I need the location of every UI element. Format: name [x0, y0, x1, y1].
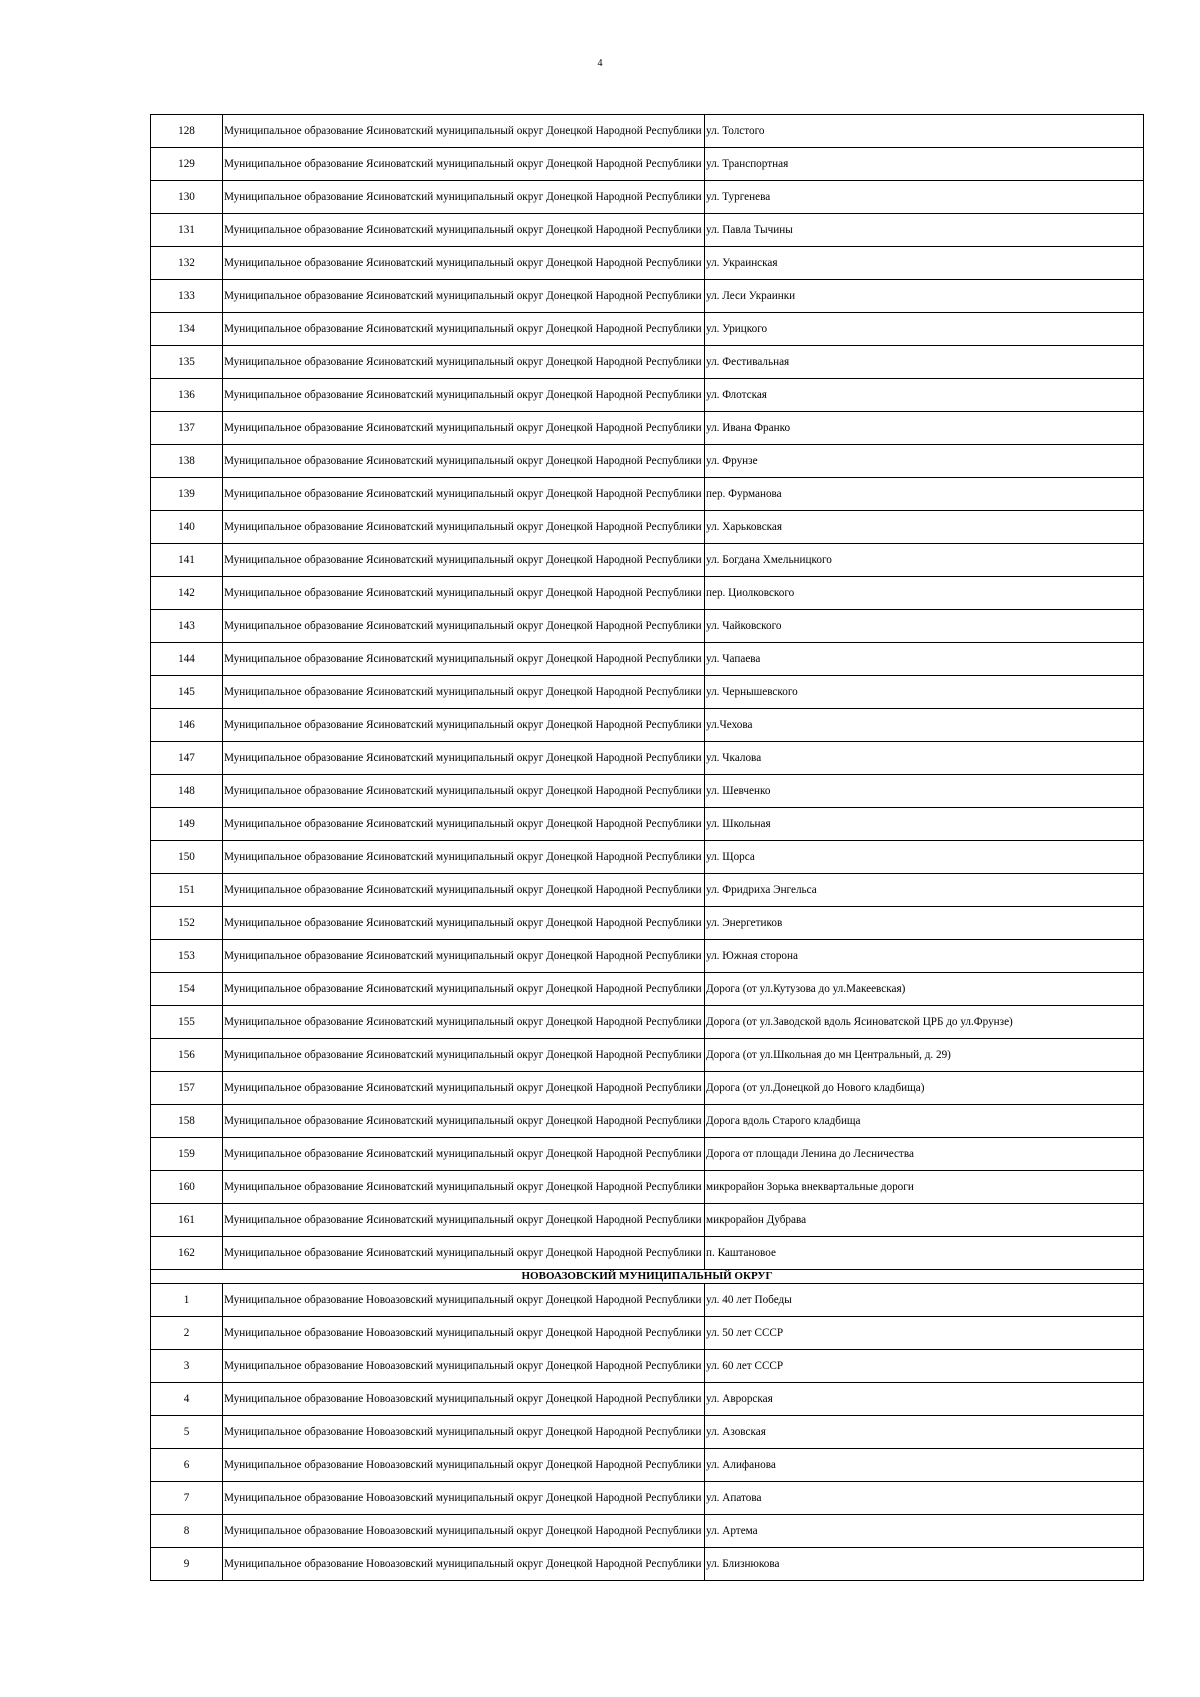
table-row [151, 313, 1144, 346]
street-cell: ул. Алифанова [705, 1449, 1144, 1482]
street-cell: ул. 50 лет СССР [705, 1317, 1144, 1350]
table-row [151, 412, 1144, 445]
row-number-cell: 133 [151, 280, 223, 313]
table-row [151, 1548, 1144, 1581]
row-number-cell: 4 [151, 1383, 223, 1416]
row-number-cell: 148 [151, 775, 223, 808]
municipality-cell: Муниципальное образование Ясиноватский муниципальный округ Донецкой Народной Республики [223, 775, 705, 808]
municipality-cell: Муниципальное образование Ясиноватский муниципальный округ Донецкой Народной Республики [223, 379, 705, 412]
row-number-cell: 155 [151, 1006, 223, 1039]
row-number-cell: 162 [151, 1237, 223, 1270]
street-cell: микрорайон Зорька внеквартальные дороги [705, 1171, 1144, 1204]
municipality-cell: Муниципальное образование Ясиноватский муниципальный округ Донецкой Народной Республики [223, 940, 705, 973]
row-number-cell: 149 [151, 808, 223, 841]
street-cell: ул. Школьная [705, 808, 1144, 841]
row-number-cell: 146 [151, 709, 223, 742]
municipality-cell: Муниципальное образование Ясиноватский муниципальный округ Донецкой Народной Республики [223, 610, 705, 643]
row-number-cell: 161 [151, 1204, 223, 1237]
row-number-cell: 145 [151, 676, 223, 709]
row-number-cell: 138 [151, 445, 223, 478]
row-number-cell: 150 [151, 841, 223, 874]
row-number-cell: 132 [151, 247, 223, 280]
table-row [151, 544, 1144, 577]
municipality-cell: Муниципальное образование Новоазовский муниципальный округ Донецкой Народной Республики [223, 1350, 705, 1383]
table-row [151, 1350, 1144, 1383]
row-number-cell: 137 [151, 412, 223, 445]
street-cell: ул. Чайковского [705, 610, 1144, 643]
street-cell: ул. Урицкого [705, 313, 1144, 346]
street-cell: ул. 40 лет Победы [705, 1284, 1144, 1317]
table-row [151, 445, 1144, 478]
table-row [151, 907, 1144, 940]
municipality-cell: Муниципальное образование Ясиноватский муниципальный округ Донецкой Народной Республики [223, 643, 705, 676]
row-number-cell: 140 [151, 511, 223, 544]
row-number-cell: 147 [151, 742, 223, 775]
street-cell: ул. Энергетиков [705, 907, 1144, 940]
street-cell: ул. Украинская [705, 247, 1144, 280]
municipality-cell: Муниципальное образование Ясиноватский муниципальный округ Донецкой Народной Республики [223, 1006, 705, 1039]
row-number-cell: 131 [151, 214, 223, 247]
street-cell: Дорога вдоль Старого кладбища [705, 1105, 1144, 1138]
municipality-cell: Муниципальное образование Ясиноватский муниципальный округ Донецкой Народной Республики [223, 148, 705, 181]
row-number-cell: 130 [151, 181, 223, 214]
row-number-cell: 134 [151, 313, 223, 346]
page-number: 4 [597, 58, 603, 69]
row-number-cell: 139 [151, 478, 223, 511]
table-row [151, 214, 1144, 247]
street-cell: п. Каштановое [705, 1237, 1144, 1270]
row-number-cell: 156 [151, 1039, 223, 1072]
row-number-cell: 143 [151, 610, 223, 643]
table-row [151, 874, 1144, 907]
row-number-cell: 142 [151, 577, 223, 610]
municipality-cell: Муниципальное образование Ясиноватский муниципальный округ Донецкой Народной Республики [223, 841, 705, 874]
table-row [151, 973, 1144, 1006]
municipality-cell: Муниципальное образование Ясиноватский муниципальный округ Донецкой Народной Республики [223, 874, 705, 907]
table-row [151, 1039, 1144, 1072]
table-row [151, 1482, 1144, 1515]
municipality-cell: Муниципальное образование Ясиноватский муниципальный округ Донецкой Народной Республики [223, 1072, 705, 1105]
municipality-cell: Муниципальное образование Новоазовский муниципальный округ Донецкой Народной Республики [223, 1449, 705, 1482]
municipality-cell: Муниципальное образование Ясиноватский муниципальный округ Донецкой Народной Республики [223, 346, 705, 379]
row-number-cell: 141 [151, 544, 223, 577]
table-row [151, 1105, 1144, 1138]
municipality-cell: Муниципальное образование Ясиноватский муниципальный округ Донецкой Народной Республики [223, 214, 705, 247]
table-row [151, 610, 1144, 643]
municipality-cell: Муниципальное образование Новоазовский муниципальный округ Донецкой Народной Республики [223, 1548, 705, 1581]
row-number-cell: 159 [151, 1138, 223, 1171]
municipality-cell: Муниципальное образование Новоазовский муниципальный округ Донецкой Народной Республики [223, 1515, 705, 1548]
row-number-cell: 1 [151, 1284, 223, 1317]
municipality-cell: Муниципальное образование Ясиноватский муниципальный округ Донецкой Народной Республики [223, 280, 705, 313]
row-number-cell: 144 [151, 643, 223, 676]
municipality-cell: Муниципальное образование Ясиноватский муниципальный округ Донецкой Народной Республики [223, 511, 705, 544]
row-number-cell: 136 [151, 379, 223, 412]
street-cell: ул. Близнюкова [705, 1548, 1144, 1581]
table-row [151, 280, 1144, 313]
street-cell: ул. Южная сторона [705, 940, 1144, 973]
row-number-cell: 154 [151, 973, 223, 1006]
table-row [151, 940, 1144, 973]
municipality-cell: Муниципальное образование Ясиноватский муниципальный округ Донецкой Народной Республики [223, 676, 705, 709]
table-row [151, 742, 1144, 775]
table-row [151, 478, 1144, 511]
row-number-cell: 151 [151, 874, 223, 907]
street-cell: ул.Чехова [705, 709, 1144, 742]
table-row [151, 709, 1144, 742]
row-number-cell: 3 [151, 1350, 223, 1383]
street-cell: ул. Шевченко [705, 775, 1144, 808]
row-number-cell: 7 [151, 1482, 223, 1515]
municipality-cell: Муниципальное образование Ясиноватский муниципальный округ Донецкой Народной Республики [223, 577, 705, 610]
table-row [151, 676, 1144, 709]
street-cell: ул. Флотская [705, 379, 1144, 412]
row-number-cell: 158 [151, 1105, 223, 1138]
street-cell: Дорога (от ул.Школьная до мн Центральный, д. 29) [705, 1039, 1144, 1072]
row-number-cell: 135 [151, 346, 223, 379]
row-number-cell: 9 [151, 1548, 223, 1581]
table-row [151, 511, 1144, 544]
table-row [151, 841, 1144, 874]
section-title: НОВОАЗОВСКИЙ МУНИЦИПАЛЬНЫЙ ОКРУГ [151, 1270, 1144, 1284]
street-cell: ул. Фестивальная [705, 346, 1144, 379]
table-row [151, 247, 1144, 280]
municipality-cell: Муниципальное образование Ясиноватский муниципальный округ Донецкой Народной Республики [223, 808, 705, 841]
street-cell: ул. Аврорская [705, 1383, 1144, 1416]
municipality-cell: Муниципальное образование Новоазовский муниципальный округ Донецкой Народной Республики [223, 1416, 705, 1449]
table-row [151, 1416, 1144, 1449]
municipality-cell: Муниципальное образование Ясиноватский муниципальный округ Донецкой Народной Республики [223, 709, 705, 742]
table-row [151, 643, 1144, 676]
street-cell: ул. Фрунзе [705, 445, 1144, 478]
municipality-cell: Муниципальное образование Новоазовский муниципальный округ Донецкой Народной Республики [223, 1317, 705, 1350]
table-row [151, 808, 1144, 841]
municipality-cell: Муниципальное образование Ясиноватский муниципальный округ Донецкой Народной Республики [223, 1237, 705, 1270]
street-cell: ул. Азовская [705, 1416, 1144, 1449]
table-row [151, 148, 1144, 181]
row-number-cell: 160 [151, 1171, 223, 1204]
municipality-cell: Муниципальное образование Ясиноватский муниципальный округ Донецкой Народной Республики [223, 1204, 705, 1237]
table-row [151, 1072, 1144, 1105]
table-row [151, 1171, 1144, 1204]
municipality-cell: Муниципальное образование Ясиноватский муниципальный округ Донецкой Народной Республики [223, 544, 705, 577]
table-row [151, 775, 1144, 808]
street-cell: ул. 60 лет СССР [705, 1350, 1144, 1383]
street-cell: ул. Апатова [705, 1482, 1144, 1515]
municipality-cell: Муниципальное образование Ясиноватский муниципальный округ Донецкой Народной Республики [223, 313, 705, 346]
street-cell: ул. Чернышевского [705, 676, 1144, 709]
table-row [151, 181, 1144, 214]
table-row [151, 379, 1144, 412]
table-row [151, 1449, 1144, 1482]
row-number-cell: 5 [151, 1416, 223, 1449]
table-row [151, 115, 1144, 148]
street-cell: Дорога от площади Ленина до Лесничества [705, 1138, 1144, 1171]
street-cell: ул. Богдана Хмельницкого [705, 544, 1144, 577]
table-row [151, 1383, 1144, 1416]
table-row [151, 1317, 1144, 1350]
table-row [151, 1237, 1144, 1270]
streets-table-body [151, 115, 1144, 1581]
municipality-cell: Муниципальное образование Ясиноватский муниципальный округ Донецкой Народной Республики [223, 1039, 705, 1072]
table-row [151, 1204, 1144, 1237]
street-cell: Дорога (от ул.Кутузова до ул.Макеевская) [705, 973, 1144, 1006]
table-row [151, 1284, 1144, 1317]
table-row [151, 346, 1144, 379]
street-cell: ул. Чкалова [705, 742, 1144, 775]
street-cell: ул. Харьковская [705, 511, 1144, 544]
street-cell: ул. Щорса [705, 841, 1144, 874]
municipality-cell: Муниципальное образование Новоазовский муниципальный округ Донецкой Народной Республики [223, 1482, 705, 1515]
street-cell: ул. Ивана Франко [705, 412, 1144, 445]
table-row [151, 1515, 1144, 1548]
municipality-cell: Муниципальное образование Ясиноватский муниципальный округ Донецкой Народной Республики [223, 907, 705, 940]
street-cell: микрорайон Дубрава [705, 1204, 1144, 1237]
municipality-cell: Муниципальное образование Ясиноватский муниципальный округ Донецкой Народной Республики [223, 412, 705, 445]
municipality-cell: Муниципальное образование Ясиноватский муниципальный округ Донецкой Народной Республики [223, 181, 705, 214]
street-cell: ул. Павла Тычины [705, 214, 1144, 247]
street-cell: ул. Чапаева [705, 643, 1144, 676]
municipality-cell: Муниципальное образование Ясиноватский муниципальный округ Донецкой Народной Республики [223, 1138, 705, 1171]
street-cell: ул. Фридриха Энгельса [705, 874, 1144, 907]
street-cell: ул. Транспортная [705, 148, 1144, 181]
street-cell: ул. Тургенева [705, 181, 1144, 214]
streets-table [150, 114, 1144, 1581]
section-header-row [151, 1270, 1144, 1284]
row-number-cell: 129 [151, 148, 223, 181]
row-number-cell: 2 [151, 1317, 223, 1350]
municipality-cell: Муниципальное образование Ясиноватский муниципальный округ Донецкой Народной Республики [223, 1171, 705, 1204]
row-number-cell: 128 [151, 115, 223, 148]
municipality-cell: Муниципальное образование Ясиноватский муниципальный округ Донецкой Народной Республики [223, 478, 705, 511]
municipality-cell: Муниципальное образование Новоазовский муниципальный округ Донецкой Народной Республики [223, 1284, 705, 1317]
street-cell: ул. Толстого [705, 115, 1144, 148]
street-cell: ул. Леси Украинки [705, 280, 1144, 313]
municipality-cell: Муниципальное образование Ясиноватский муниципальный округ Донецкой Народной Республики [223, 247, 705, 280]
street-cell: Дорога (от ул.Заводской вдоль Ясиноватской ЦРБ до ул.Фрунзе) [705, 1006, 1144, 1039]
municipality-cell: Муниципальное образование Ясиноватский муниципальный округ Донецкой Народной Республики [223, 115, 705, 148]
municipality-cell: Муниципальное образование Ясиноватский муниципальный округ Донецкой Народной Республики [223, 445, 705, 478]
municipality-cell: Муниципальное образование Ясиноватский муниципальный округ Донецкой Народной Республики [223, 742, 705, 775]
row-number-cell: 152 [151, 907, 223, 940]
row-number-cell: 157 [151, 1072, 223, 1105]
street-cell: Дорога (от ул.Донецкой до Нового кладбища) [705, 1072, 1144, 1105]
row-number-cell: 8 [151, 1515, 223, 1548]
street-cell: пер. Фурманова [705, 478, 1144, 511]
municipality-cell: Муниципальное образование Ясиноватский муниципальный округ Донецкой Народной Республики [223, 1105, 705, 1138]
street-cell: пер. Циолковского [705, 577, 1144, 610]
table-row [151, 577, 1144, 610]
row-number-cell: 153 [151, 940, 223, 973]
table-row [151, 1138, 1144, 1171]
row-number-cell: 6 [151, 1449, 223, 1482]
municipality-cell: Муниципальное образование Новоазовский муниципальный округ Донецкой Народной Республики [223, 1383, 705, 1416]
street-cell: ул. Артема [705, 1515, 1144, 1548]
table-row [151, 1006, 1144, 1039]
municipality-cell: Муниципальное образование Ясиноватский муниципальный округ Донецкой Народной Республики [223, 973, 705, 1006]
